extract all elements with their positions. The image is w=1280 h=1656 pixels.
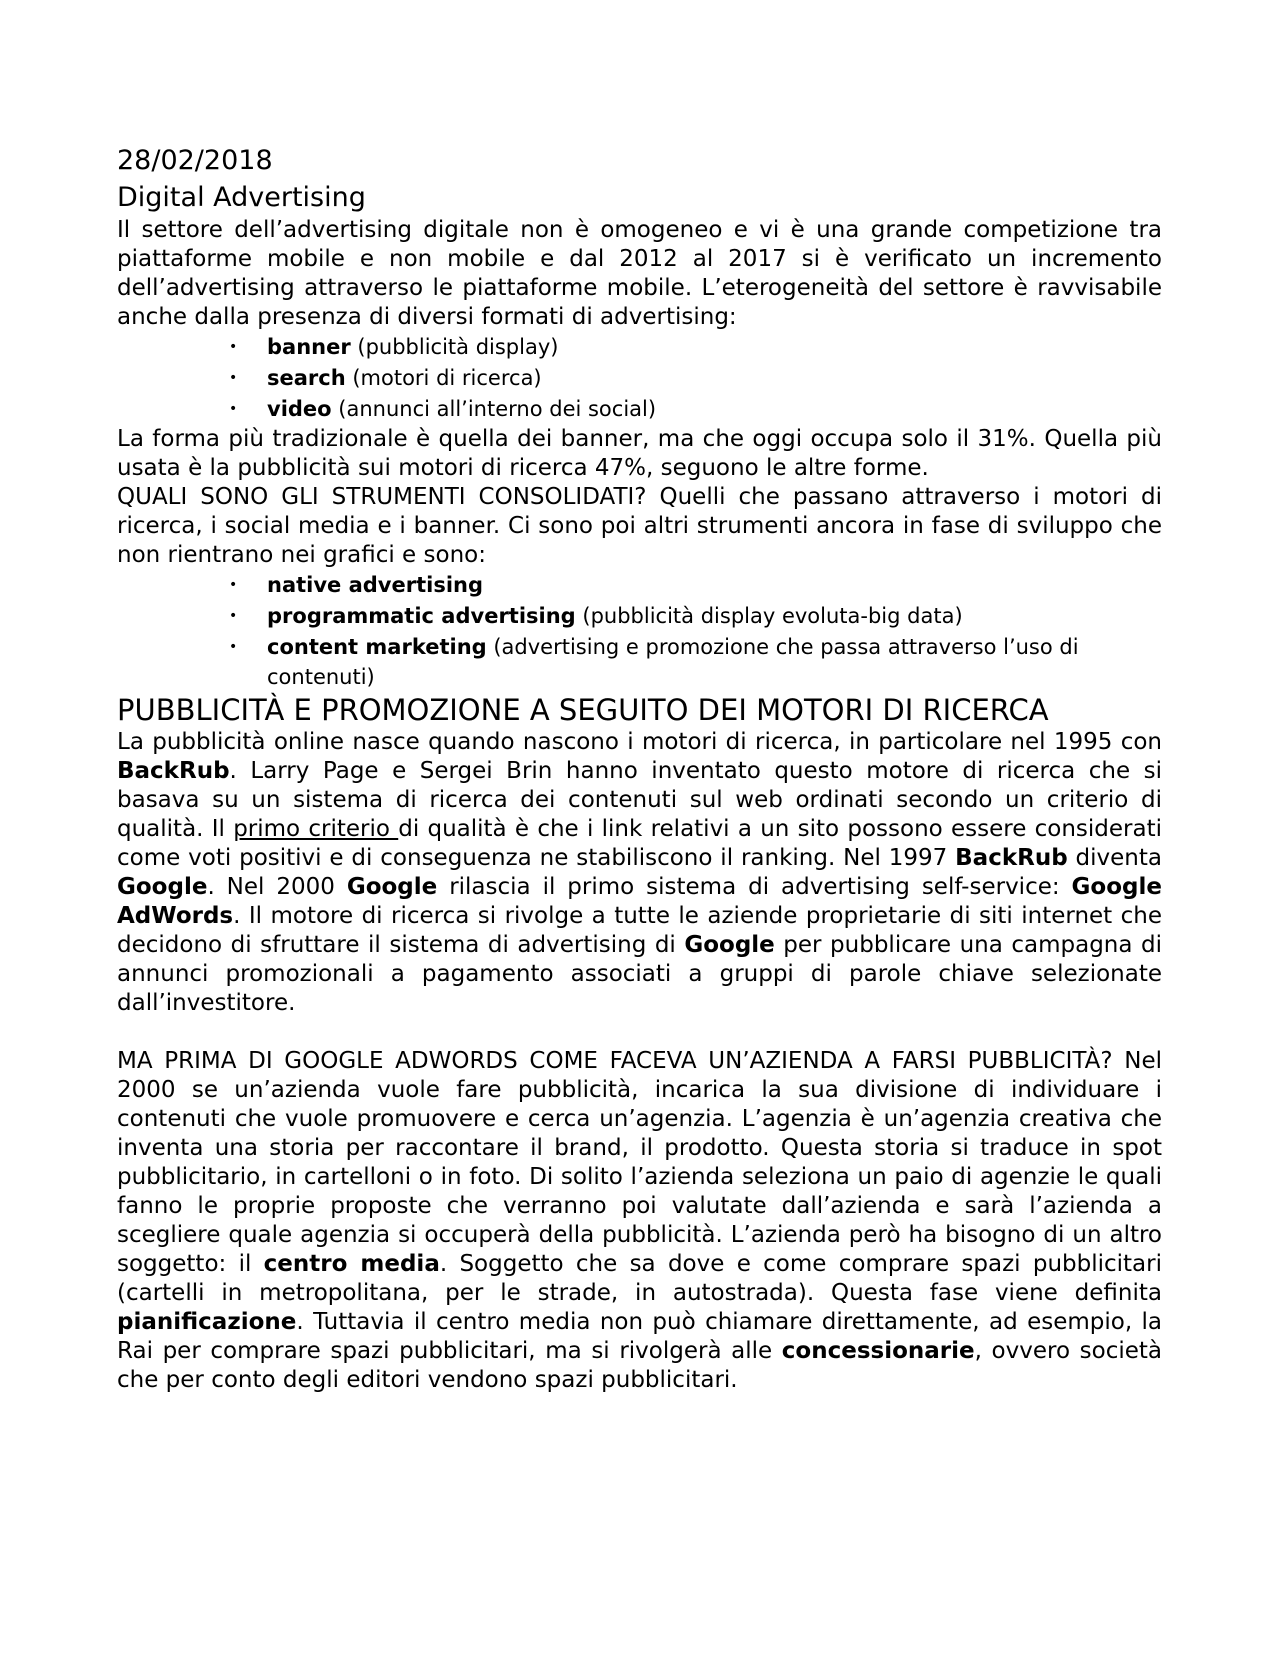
banner-share-paragraph: La forma più tradizionale è quella dei banner, ma che oggi occupa solo il 31%. Quella più usata è la pubblicità sui motori di ricerca 47%, seguono le altre forme.	[117, 426, 1162, 481]
bullet-icon: •	[229, 401, 238, 417]
list-item: • video (annunci all’interno dei social)	[267, 394, 1162, 425]
bullet-icon: •	[229, 339, 238, 355]
list-item: • programmatic advertising (pubblicità display evoluta-big data)	[267, 601, 1162, 632]
search-history-paragraph: La pubblicità online nasce quando nascono i motori di ricerca, in particolare nel 1995 con BackRub. Larry Page e Sergei Brin hanno inventato questo motore di ricerca che si basava su un sistema di ricerca dei contenuti sul web ordinati secondo un criterio di qualità. Il primo criterio di qualità è che i link relativi a un sito possono essere considerati come voti positivi e di conseguenza ne stabiliscono il ranking. Nel 1997 BackRub diventa Google. Nel 2000 Google rilascia il primo sistema di advertising self-service: Google AdWords. Il motore di ricerca si rivolge a tutte le aziende proprietarie di siti internet che decidono di sfruttare il sistema di advertising di Google per pubblicare una campagna di annunci promozionali a pagamento associati a gruppi di parole chiave selezionate dall’investitore.	[117, 729, 1162, 1016]
pre-adwords-paragraph: MA PRIMA DI GOOGLE ADWORDS COME FACEVA UN’AZIENDA A FARSI PUBBLICITÀ? Nel 2000 se un’azienda vuole fare pubblicità, incarica la sua divisione di individuare i contenuti che vuole promuovere e cerca un’agenzia. L’agenzia è un’agenzia creativa che inventa una storia per raccontare il brand, il prodotto. Questa storia si traduce in spot pubblicitario, in cartelloni o in foto. Di solito l’azienda seleziona un paio di agenzie le quali fanno le proprie proposte che verranno poi valutate dall’azienda e sarà l’azienda a scegliere quale agenzia si occuperà della pubblicità. L’azienda però ha bisogno di un altro soggetto: il centro media. Soggetto che sa dove e come comprare spazi pubblicitari (cartelli in metropolitana, per le strade, in autostrada). Questa fase viene definita pianificazione. Tuttavia il centro media non può chiamare direttamente, ad esempio, la Rai per comprare spazi pubblicitari, ma si rivolgerà alle concessionarie, ovvero società che per conto degli editori vendono spazi pubblicitari.	[117, 1048, 1162, 1393]
tools-list	[117, 570, 1162, 692]
section-heading: PUBBLICITÀ E PROMOZIONE A SEGUITO DEI MOTORI DI RICERCA	[117, 693, 1049, 727]
list-item: • content marketing (advertising e promozione che passa attraverso l’uso di contenuti)	[267, 632, 1162, 692]
tools-paragraph: QUALI SONO GLI STRUMENTI CONSOLIDATI? Quelli che passano attraverso i motori di ricerca, i social media e i banner. Ci sono poi altri strumenti ancora in fase di sviluppo che non rientrano nei grafici e sono:	[117, 484, 1162, 568]
list-item: • native advertising	[267, 570, 1162, 601]
formats-list	[117, 332, 1162, 425]
paragraph-spacer	[117, 1018, 1162, 1047]
document-date: 28/02/2018	[117, 145, 273, 176]
list-item: • search (motori di ricerca)	[267, 363, 1162, 394]
intro-paragraph: Il settore dell’advertising digitale non è omogeneo e vi è una grande competizione tra piattaforme mobile e non mobile e dal 2012 al 2017 si è verificato un incremento dell’advertising attraverso le piattaforme mobile. L’eterogeneità del settore è ravvisabile anche dalla presenza di diversi formati di advertising:	[117, 217, 1162, 330]
bullet-icon: •	[229, 608, 238, 624]
bullet-icon: •	[229, 577, 238, 593]
document-title: Digital Advertising	[117, 182, 366, 213]
bullet-icon: •	[229, 639, 238, 655]
list-item: • banner (pubblicità display)	[267, 332, 1162, 363]
bullet-icon: •	[229, 370, 238, 386]
